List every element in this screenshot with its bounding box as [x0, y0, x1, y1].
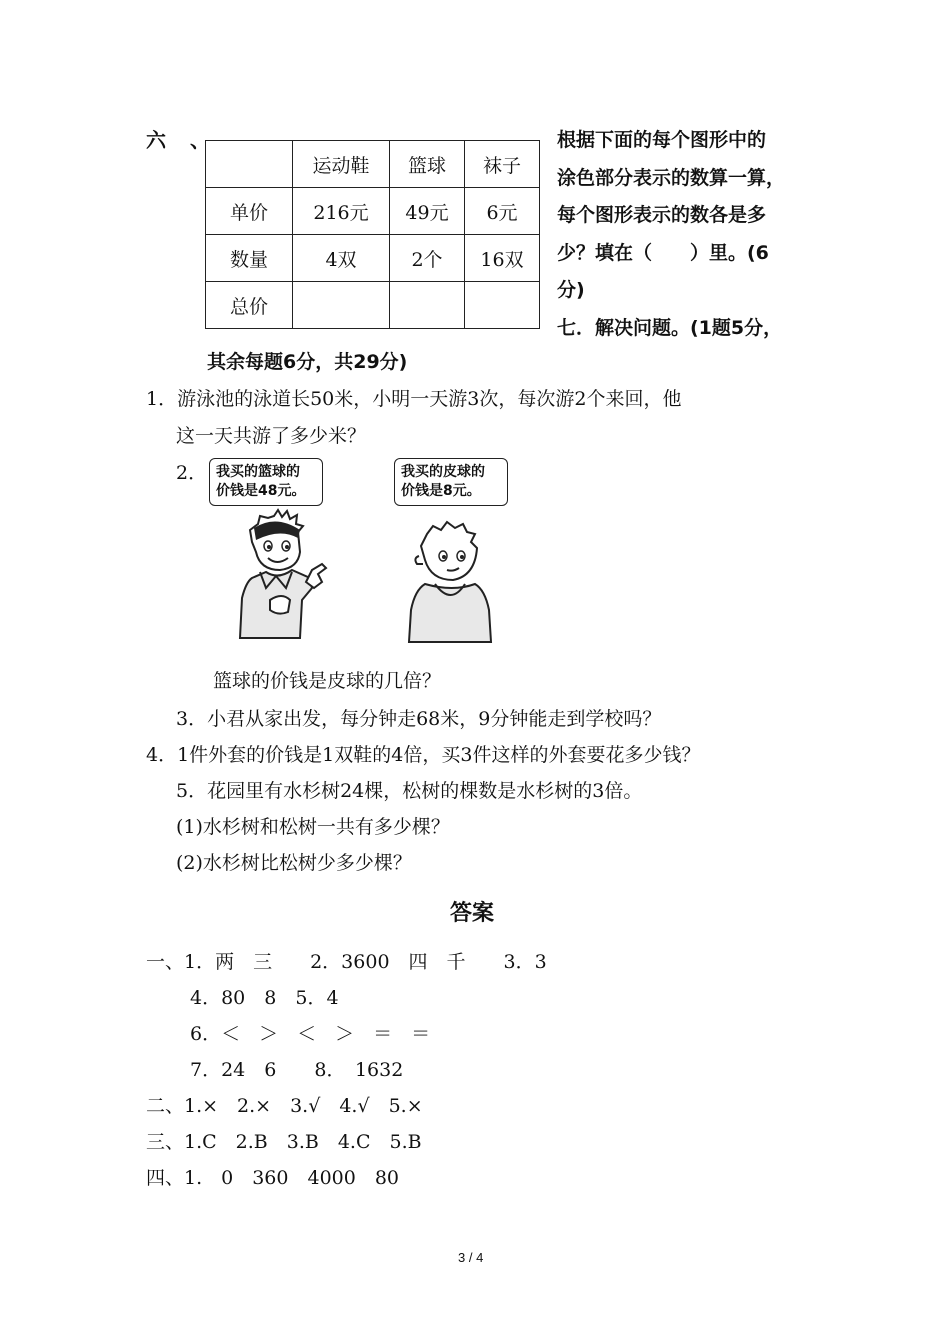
answer-line: 三、1.C 2.B 3.B 4.C 5.B [146, 1131, 422, 1153]
bubble-line: 价钱是8元。 [401, 483, 481, 499]
answers-title: 答案 [450, 901, 495, 926]
table-cell: 2个 [390, 235, 465, 282]
table-header-cell: 运动鞋 [293, 141, 390, 188]
boy-standing-illustration [405, 520, 495, 645]
question-1-cont: 这一天共游了多少米？ [176, 425, 367, 447]
table-cell: 6元 [465, 188, 540, 235]
answer-line: 二、1.× 2.× 3.√ 4.√ 5.× [146, 1095, 423, 1117]
question-5-part-2: (2)水杉树比松树少多少棵？ [176, 852, 412, 874]
table-header-row [206, 141, 540, 188]
question-2-number: 2． [176, 462, 208, 484]
answer-line: 6．＜ ＞ ＜ ＞ ＝ ＝ [190, 1023, 431, 1045]
table-cell [293, 282, 390, 329]
table-cell: 数量 [206, 235, 293, 282]
bubble-line: 我买的篮球的 [216, 464, 300, 480]
table-cell [465, 282, 540, 329]
question-4: 4．1件外套的价钱是1双鞋的4倍，买3件这样的外套要花多少钱？ [146, 744, 701, 766]
table-row [206, 235, 540, 282]
table-cell: 49元 [390, 188, 465, 235]
question-5-part-1: (1)水杉树和松树一共有多少棵？ [176, 816, 450, 838]
table-cell [390, 282, 465, 329]
answer-line: 7．24 6 8． 1632 [190, 1059, 404, 1081]
question-1: 1．游泳池的泳道长50米，小明一天游3次，每次游2个来回，他 [146, 388, 682, 410]
table-header-cell: 袜子 [465, 141, 540, 188]
table-header-cell: 篮球 [390, 141, 465, 188]
question-3: 3．小君从家出发，每分钟走68米，9分钟能走到学校吗？ [176, 708, 662, 730]
table-cell: 16双 [465, 235, 540, 282]
table-header-cell [206, 141, 293, 188]
table-cell: 总价 [206, 282, 293, 329]
table-cell: 216元 [293, 188, 390, 235]
table-cell: 4双 [293, 235, 390, 282]
answer-line: 一、1．两 三 2．3600 四 千 3．3 [146, 951, 547, 973]
question-5: 5．花园里有水杉树24棵，松树的棵数是水杉树的3倍。 [176, 780, 643, 802]
section7-title: 七．解决问题。(1题5分， [557, 317, 783, 339]
answer-line: 4．80 8 5．4 [190, 987, 339, 1009]
table-row [206, 188, 540, 235]
table-row [206, 282, 540, 329]
speech-bubble-left [209, 458, 323, 506]
section6-text-line: 涂色部分表示的数算一算， [557, 167, 786, 189]
section6-number: 六 [146, 128, 166, 152]
price-table [205, 140, 540, 329]
bubble-line: 价钱是48元。 [216, 483, 306, 499]
bubble-line: 我买的皮球的 [401, 464, 485, 480]
question-2-text: 篮球的价钱是皮球的几倍？ [213, 670, 442, 692]
section7-title-cont: 其余每题6分，共29分) [207, 351, 408, 373]
section6-text-line: 每个图形表示的数各是多 [557, 204, 767, 226]
boy-pointing-illustration [230, 508, 330, 643]
section6-separator: 、 [190, 128, 210, 152]
page-number: 3 / 4 [458, 1250, 484, 1265]
speech-bubble-right [394, 458, 508, 506]
section6-text-line: 少？填在（ ）里。(6 [557, 242, 769, 264]
section6-text-line: 根据下面的每个图形中的 [557, 129, 767, 151]
table-cell: 单价 [206, 188, 293, 235]
answer-line: 四、1. 0 360 4000 80 [146, 1167, 400, 1189]
section6-text-line: 分) [557, 279, 585, 301]
